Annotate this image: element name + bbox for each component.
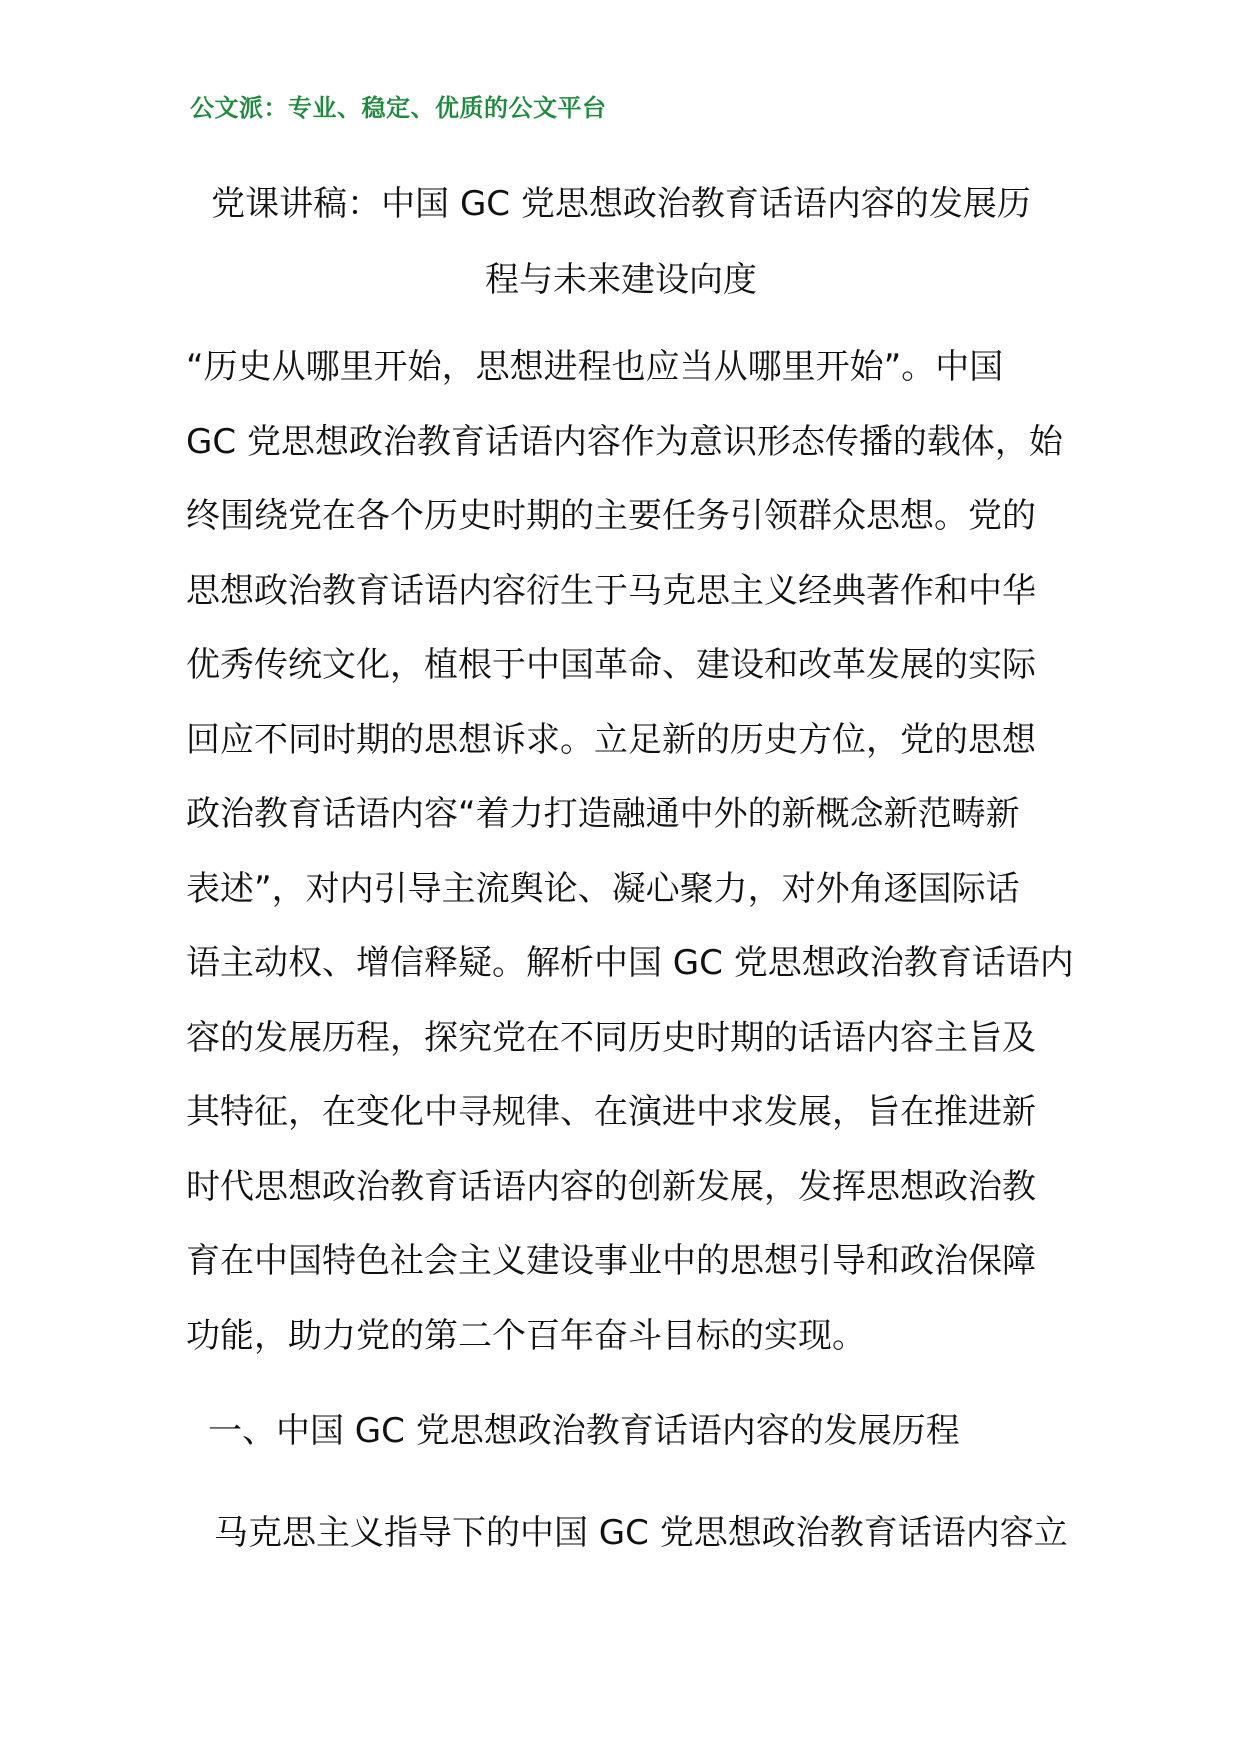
paragraph-line: 表述”，对内引导主流舆论、凝心聚力，对外角逐国际话 [186,868,1020,909]
paragraph-line: 时代思想政治教育话语内容的创新发展，发挥思想政治教 [186,1166,1036,1207]
title-line: 程与未来建设向度 [485,260,757,300]
brand-header: 公文派：专业、稳定、优质的公文平台 [190,93,607,122]
paragraph-line: 育在中国特色社会主义建设事业中的思想引导和政治保障 [186,1241,1036,1281]
paragraph-line: “历史从哪里开始，思想进程也应当从哪里开始”。中国 [186,347,1004,387]
paragraph-line: 思想政治教育话语内容衍生于马克思主义经典著作和中华 [186,570,1036,611]
paragraph-line: 优秀传统文化，植根于中国革命、建设和改革发展的实际 [186,645,1036,685]
paragraph-line: 容的发展历程，探究党在不同历史时期的话语内容主旨及 [186,1017,1036,1058]
paragraph-line: 政治教育话语内容“着力打造融通中外的新概念新范畴新 [186,794,1020,834]
paragraph-line: 马克思主义指导下的中国 GC 党思想政治教育话语内容立 [214,1513,1068,1553]
title-line: 党课讲稿：中国 GC 党思想政治教育话语内容的发展历 [211,184,1031,224]
paragraph-line: 其特征，在变化中寻规律、在演进中求发展，旨在推进新 [186,1092,1036,1132]
paragraph-line: 语主动权、增信释疑。解析中国 GC 党思想政治教育话语内 [186,943,1074,983]
document-title [186,166,1056,318]
section-heading: 一、中国 GC 党思想政治教育话语内容的发展历程 [208,1411,960,1451]
paragraph-line: 终围绕党在各个历史时期的主要任务引领群众思想。党的 [186,496,1036,536]
paragraph-line: GC 党思想政治教育话语内容作为意识形态传播的载体，始 [186,421,1063,462]
paragraph-line: 功能，助力党的第二个百年奋斗目标的实现。 [186,1315,866,1356]
paragraph-line: 回应不同时期的思想诉求。立足新的历史方位，党的思想 [186,719,1036,760]
intro-paragraph [186,330,1074,1373]
